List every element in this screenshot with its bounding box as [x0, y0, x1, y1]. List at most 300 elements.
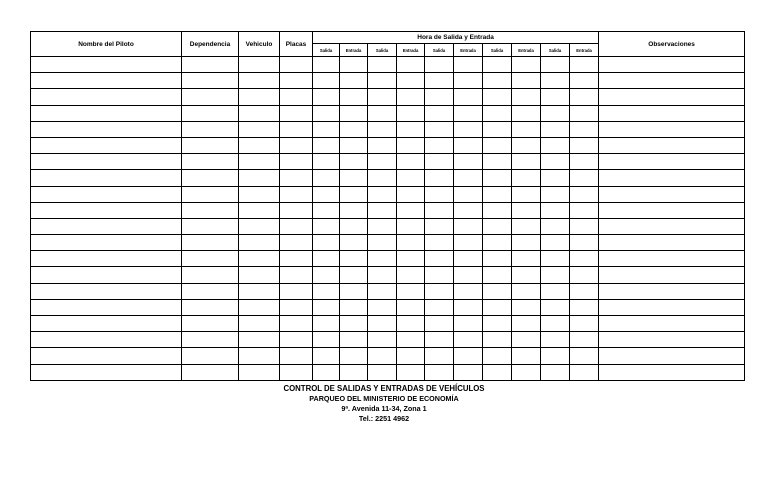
- table-cell: [280, 348, 313, 364]
- table-cell: [570, 348, 599, 364]
- table-cell: [570, 218, 599, 234]
- table-cell: [425, 137, 454, 153]
- table-cell: [340, 89, 368, 105]
- table-row: [31, 186, 745, 202]
- table-row: [31, 105, 745, 121]
- table-cell: [483, 316, 512, 332]
- table-cell: [182, 218, 239, 234]
- vehicle-log-table: [30, 31, 745, 381]
- table-cell: [239, 267, 280, 283]
- table-cell: [313, 283, 340, 299]
- table-cell: [340, 283, 368, 299]
- table-cell: [397, 89, 425, 105]
- table-cell: [182, 235, 239, 251]
- table-cell: [280, 137, 313, 153]
- table-cell: [340, 332, 368, 348]
- table-cell: [313, 137, 340, 153]
- table-row: [31, 89, 745, 105]
- sub-header-salida: Salida: [425, 44, 454, 57]
- table-cell: [239, 137, 280, 153]
- table-cell: [182, 73, 239, 89]
- table-row: [31, 332, 745, 348]
- table-cell: [541, 348, 570, 364]
- table-cell: [397, 105, 425, 121]
- table-cell: [31, 170, 182, 186]
- table-cell: [313, 170, 340, 186]
- table-cell: [31, 89, 182, 105]
- header-observations: Observaciones: [599, 32, 745, 57]
- sub-header-entrada: Entrada: [340, 44, 368, 57]
- sub-header-salida: Salida: [313, 44, 340, 57]
- table-cell: [368, 218, 397, 234]
- table-cell: [280, 57, 313, 73]
- table-cell: [340, 235, 368, 251]
- table-cell: [541, 235, 570, 251]
- table-cell: [570, 202, 599, 218]
- table-cell: [512, 364, 541, 380]
- table-cell: [31, 137, 182, 153]
- table-cell: [397, 57, 425, 73]
- table-cell: [483, 89, 512, 105]
- table-cell: [599, 89, 745, 105]
- table-cell: [512, 316, 541, 332]
- table-cell: [570, 283, 599, 299]
- table-cell: [31, 251, 182, 267]
- table-cell: [313, 202, 340, 218]
- table-cell: [368, 235, 397, 251]
- table-cell: [182, 348, 239, 364]
- table-cell: [570, 186, 599, 202]
- table-cell: [483, 105, 512, 121]
- table-cell: [31, 316, 182, 332]
- table-cell: [483, 186, 512, 202]
- table-cell: [599, 348, 745, 364]
- table-cell: [512, 154, 541, 170]
- table-cell: [425, 364, 454, 380]
- table-cell: [313, 154, 340, 170]
- table-cell: [397, 364, 425, 380]
- table-cell: [239, 299, 280, 315]
- table-cell: [313, 218, 340, 234]
- table-cell: [454, 137, 483, 153]
- table-row: [31, 283, 745, 299]
- sub-header-entrada: Entrada: [512, 44, 541, 57]
- table-cell: [368, 299, 397, 315]
- table-cell: [512, 332, 541, 348]
- table-cell: [454, 267, 483, 283]
- table-row: [31, 170, 745, 186]
- table-cell: [313, 364, 340, 380]
- table-row: [31, 348, 745, 364]
- table-cell: [368, 202, 397, 218]
- table-cell: [31, 332, 182, 348]
- table-cell: [483, 137, 512, 153]
- table-cell: [313, 251, 340, 267]
- table-cell: [454, 121, 483, 137]
- table-cell: [425, 105, 454, 121]
- table-cell: [512, 299, 541, 315]
- table-cell: [182, 299, 239, 315]
- table-cell: [31, 202, 182, 218]
- table-row: [31, 218, 745, 234]
- table-cell: [280, 251, 313, 267]
- table-cell: [340, 57, 368, 73]
- table-cell: [368, 251, 397, 267]
- table-row: [31, 154, 745, 170]
- table-cell: [397, 332, 425, 348]
- table-cell: [541, 105, 570, 121]
- table-cell: [368, 186, 397, 202]
- table-cell: [512, 121, 541, 137]
- table-cell: [280, 73, 313, 89]
- table-cell: [599, 316, 745, 332]
- header-vehicle: Vehiculo: [239, 32, 280, 57]
- table-cell: [239, 202, 280, 218]
- table-cell: [599, 364, 745, 380]
- table-cell: [239, 251, 280, 267]
- table-cell: [454, 299, 483, 315]
- table-cell: [541, 73, 570, 89]
- table-cell: [599, 105, 745, 121]
- table-cell: [483, 267, 512, 283]
- sub-header-entrada: Entrada: [397, 44, 425, 57]
- table-cell: [541, 121, 570, 137]
- table-cell: [483, 218, 512, 234]
- table-cell: [340, 73, 368, 89]
- table-cell: [512, 218, 541, 234]
- table-cell: [239, 89, 280, 105]
- table-cell: [483, 283, 512, 299]
- table-cell: [483, 121, 512, 137]
- table-cell: [425, 218, 454, 234]
- table-cell: [570, 170, 599, 186]
- table-cell: [368, 137, 397, 153]
- header-pilot-name: Nombre del Piloto: [31, 32, 182, 57]
- table-cell: [182, 364, 239, 380]
- table-cell: [512, 57, 541, 73]
- table-cell: [512, 235, 541, 251]
- table-cell: [454, 105, 483, 121]
- table-cell: [31, 57, 182, 73]
- table-cell: [570, 57, 599, 73]
- table-cell: [512, 137, 541, 153]
- header-times-group: Hora de Salida y Entrada: [313, 32, 599, 44]
- table-cell: [313, 89, 340, 105]
- table-cell: [31, 154, 182, 170]
- table-cell: [570, 332, 599, 348]
- table-cell: [397, 251, 425, 267]
- table-cell: [541, 154, 570, 170]
- table-cell: [340, 202, 368, 218]
- table-cell: [368, 121, 397, 137]
- table-cell: [541, 57, 570, 73]
- table-cell: [340, 316, 368, 332]
- table-cell: [541, 89, 570, 105]
- table-cell: [31, 348, 182, 364]
- header-plates: Placas: [280, 32, 313, 57]
- table-cell: [368, 154, 397, 170]
- table-cell: [570, 235, 599, 251]
- table-cell: [239, 73, 280, 89]
- table-cell: [239, 235, 280, 251]
- table-cell: [368, 364, 397, 380]
- header-dependency: Dependencia: [182, 32, 239, 57]
- table-cell: [31, 364, 182, 380]
- table-cell: [599, 251, 745, 267]
- table-cell: [239, 121, 280, 137]
- table-cell: [280, 283, 313, 299]
- table-cell: [570, 364, 599, 380]
- table-cell: [483, 332, 512, 348]
- table-row: [31, 137, 745, 153]
- table-cell: [340, 348, 368, 364]
- table-cell: [454, 235, 483, 251]
- table-row: [31, 364, 745, 380]
- table-cell: [368, 316, 397, 332]
- form-title: CONTROL DE SALIDAS Y ENTRADAS DE VEHÍCULOS: [283, 384, 485, 393]
- table-cell: [425, 89, 454, 105]
- table-cell: [512, 105, 541, 121]
- sub-header-salida: Salida: [368, 44, 397, 57]
- table-cell: [182, 137, 239, 153]
- table-cell: [397, 170, 425, 186]
- table-cell: [512, 267, 541, 283]
- table-cell: [454, 186, 483, 202]
- table-cell: [340, 299, 368, 315]
- table-cell: [541, 170, 570, 186]
- table-cell: [570, 251, 599, 267]
- table-cell: [570, 267, 599, 283]
- table-cell: [280, 170, 313, 186]
- table-cell: [280, 186, 313, 202]
- table-cell: [541, 251, 570, 267]
- table-cell: [599, 299, 745, 315]
- table-cell: [313, 299, 340, 315]
- table-cell: [541, 299, 570, 315]
- table-cell: [239, 170, 280, 186]
- table-cell: [512, 73, 541, 89]
- table-cell: [280, 235, 313, 251]
- table-cell: [368, 348, 397, 364]
- table-cell: [397, 348, 425, 364]
- table-cell: [182, 105, 239, 121]
- table-cell: [483, 251, 512, 267]
- table-cell: [483, 154, 512, 170]
- table-cell: [182, 57, 239, 73]
- table-cell: [483, 348, 512, 364]
- table-cell: [182, 121, 239, 137]
- table-cell: [483, 202, 512, 218]
- table-cell: [454, 170, 483, 186]
- table-cell: [541, 218, 570, 234]
- table-cell: [397, 73, 425, 89]
- table-cell: [512, 283, 541, 299]
- form-footer: [0, 384, 768, 424]
- table-cell: [570, 89, 599, 105]
- table-cell: [599, 235, 745, 251]
- table-cell: [454, 218, 483, 234]
- phone: Tel.: 2251 4962: [358, 414, 410, 423]
- table-cell: [182, 154, 239, 170]
- table-cell: [397, 235, 425, 251]
- table-cell: [31, 121, 182, 137]
- table-cell: [397, 186, 425, 202]
- table-cell: [280, 316, 313, 332]
- table-cell: [313, 73, 340, 89]
- table-cell: [599, 267, 745, 283]
- table-cell: [280, 105, 313, 121]
- table-cell: [454, 57, 483, 73]
- parking-name: PARQUEO DEL MINISTERIO DE ECONOMÍA: [309, 394, 459, 403]
- table-row: [31, 202, 745, 218]
- table-cell: [280, 154, 313, 170]
- table-cell: [239, 316, 280, 332]
- table-cell: [340, 121, 368, 137]
- table-cell: [313, 186, 340, 202]
- table-cell: [570, 105, 599, 121]
- table-cell: [599, 283, 745, 299]
- table-row: [31, 267, 745, 283]
- sub-header-entrada: Entrada: [454, 44, 483, 57]
- table-cell: [182, 332, 239, 348]
- table-row: [31, 121, 745, 137]
- table-cell: [182, 283, 239, 299]
- table-cell: [425, 283, 454, 299]
- table-cell: [425, 154, 454, 170]
- table-cell: [599, 186, 745, 202]
- table-cell: [280, 121, 313, 137]
- table-cell: [454, 251, 483, 267]
- table-cell: [599, 202, 745, 218]
- table-cell: [454, 202, 483, 218]
- table-cell: [239, 186, 280, 202]
- table-cell: [541, 186, 570, 202]
- table-cell: [313, 316, 340, 332]
- table-cell: [239, 218, 280, 234]
- table-cell: [182, 267, 239, 283]
- table-cell: [182, 170, 239, 186]
- table-cell: [182, 316, 239, 332]
- table-cell: [570, 121, 599, 137]
- table-cell: [280, 218, 313, 234]
- table-cell: [239, 364, 280, 380]
- table-cell: [599, 73, 745, 89]
- table-cell: [570, 299, 599, 315]
- table-cell: [570, 316, 599, 332]
- table-cell: [368, 170, 397, 186]
- sub-header-salida: Salida: [541, 44, 570, 57]
- table-cell: [512, 348, 541, 364]
- table-cell: [425, 121, 454, 137]
- table-cell: [340, 364, 368, 380]
- table-cell: [512, 186, 541, 202]
- table-cell: [239, 105, 280, 121]
- table-cell: [425, 73, 454, 89]
- sub-header-salida: Salida: [483, 44, 512, 57]
- table-cell: [239, 332, 280, 348]
- table-cell: [239, 57, 280, 73]
- table-cell: [425, 332, 454, 348]
- table-cell: [182, 251, 239, 267]
- table-row: [31, 73, 745, 89]
- table-cell: [31, 186, 182, 202]
- table-cell: [454, 89, 483, 105]
- table-cell: [397, 137, 425, 153]
- log-body: [31, 57, 745, 381]
- table-cell: [425, 316, 454, 332]
- table-cell: [425, 299, 454, 315]
- table-cell: [397, 316, 425, 332]
- address: 9ª. Avenida 11-34, Zona 1: [341, 404, 427, 413]
- table-cell: [280, 364, 313, 380]
- table-cell: [599, 121, 745, 137]
- sub-header-entrada: Entrada: [570, 44, 599, 57]
- table-cell: [397, 218, 425, 234]
- table-cell: [397, 267, 425, 283]
- table-cell: [340, 251, 368, 267]
- table-cell: [368, 105, 397, 121]
- table-row: [31, 57, 745, 73]
- table-cell: [368, 283, 397, 299]
- table-cell: [512, 251, 541, 267]
- table-cell: [425, 251, 454, 267]
- table-cell: [454, 316, 483, 332]
- table-cell: [340, 154, 368, 170]
- table-cell: [280, 332, 313, 348]
- table-cell: [599, 57, 745, 73]
- table-cell: [425, 57, 454, 73]
- table-cell: [570, 137, 599, 153]
- table-cell: [340, 218, 368, 234]
- table-cell: [454, 73, 483, 89]
- table-cell: [454, 154, 483, 170]
- table-cell: [397, 154, 425, 170]
- table-cell: [425, 170, 454, 186]
- table-cell: [454, 348, 483, 364]
- table-cell: [368, 332, 397, 348]
- table-cell: [425, 235, 454, 251]
- table-cell: [512, 170, 541, 186]
- table-cell: [340, 105, 368, 121]
- table-cell: [368, 89, 397, 105]
- table-cell: [280, 267, 313, 283]
- table-cell: [397, 202, 425, 218]
- table-cell: [397, 283, 425, 299]
- table-cell: [483, 299, 512, 315]
- table-row: [31, 235, 745, 251]
- table-cell: [599, 137, 745, 153]
- table-cell: [31, 235, 182, 251]
- table-cell: [425, 348, 454, 364]
- table-cell: [425, 267, 454, 283]
- table-cell: [31, 105, 182, 121]
- table-cell: [454, 332, 483, 348]
- table-cell: [368, 73, 397, 89]
- table-cell: [280, 299, 313, 315]
- table-cell: [182, 186, 239, 202]
- table-cell: [483, 235, 512, 251]
- table-cell: [599, 218, 745, 234]
- table-row: [31, 299, 745, 315]
- table-cell: [368, 57, 397, 73]
- table-cell: [31, 299, 182, 315]
- table-cell: [182, 202, 239, 218]
- table-cell: [280, 89, 313, 105]
- table-cell: [31, 73, 182, 89]
- table-cell: [512, 89, 541, 105]
- table-cell: [340, 137, 368, 153]
- table-cell: [599, 154, 745, 170]
